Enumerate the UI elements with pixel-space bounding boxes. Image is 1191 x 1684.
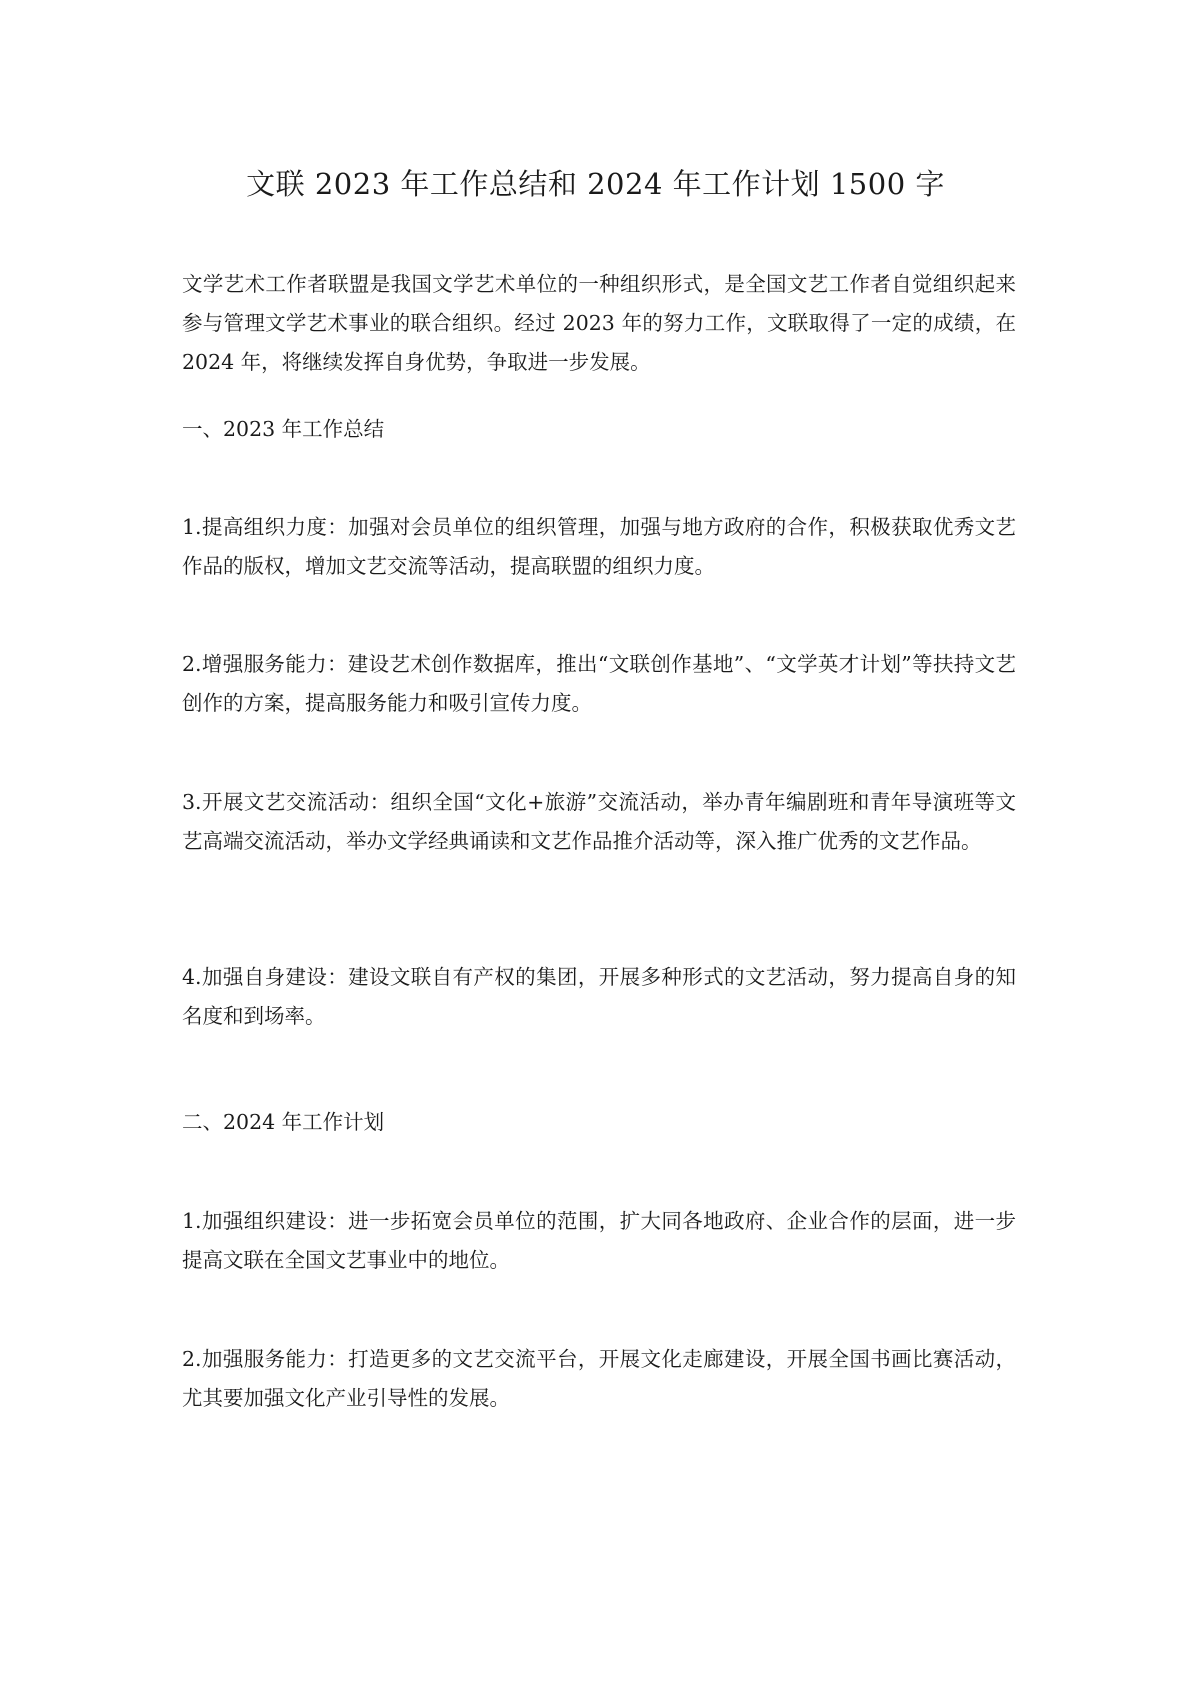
list-item: 1.提高组织力度：加强对会员单位的组织管理，加强与地方政府的合作，积极获取优秀文艺作品的版权，增加文艺交流等活动，提高联盟的组织力度。: [182, 515, 1016, 578]
list-item: 2.加强服务能力：打造更多的文艺交流平台，开展文化走廊建设，开展全国书画比赛活动，尤其要加强文化产业引导性的发展。: [182, 1347, 1016, 1410]
list-item: 1.加强组织建设：进一步拓宽会员单位的范围，扩大同各地政府、企业合作的层面，进一步提高文联在全国文艺事业中的地位。: [182, 1209, 1016, 1272]
list-item: 3.开展文艺交流活动：组织全国“文化+旅游”交流活动，举办青年编剧班和青年导演班等文艺高端交流活动，举办文学经典诵读和文艺作品推介活动等，深入推广优秀的文艺作品。: [182, 790, 1016, 853]
intro-paragraph: 文学艺术工作者联盟是我国文学艺术单位的一种组织形式，是全国文艺工作者自觉组织起来参与管理文学艺术事业的联合组织。经过 2023 年的努力工作，文联取得了一定的成绩，在 2024 年，将继续发挥自身优势，争取进一步发展。: [182, 272, 1016, 374]
document-title: 文联 2023 年工作总结和 2024 年工作计划 1500 字: [246, 167, 945, 201]
list-item: 2.增强服务能力：建设艺术创作数据库，推出“文联创作基地”、“文学英才计划”等扶持文艺创作的方案，提高服务能力和吸引宣传力度。: [182, 652, 1016, 715]
section-heading-plan: 二、2024 年工作计划: [182, 1110, 385, 1134]
list-item: 4.加强自身建设：建设文联自有产权的集团，开展多种形式的文艺活动，努力提高自身的知名度和到场率。: [182, 965, 1016, 1028]
section-heading-summary: 一、2023 年工作总结: [182, 417, 385, 441]
